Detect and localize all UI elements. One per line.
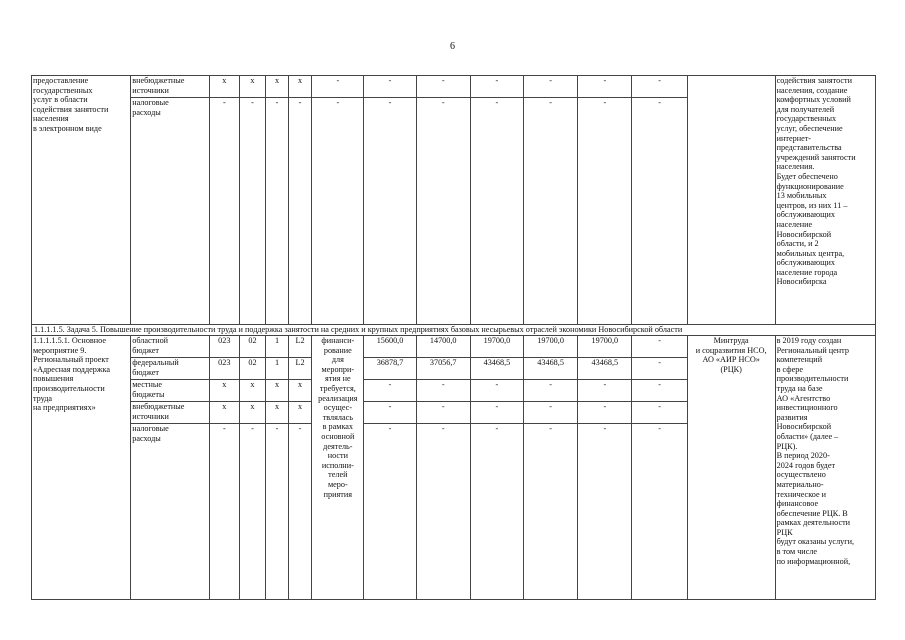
code-cell: L2 [288,358,312,380]
text-line: Региональный центр [776,345,849,355]
text-line: области, и 2 [776,239,819,249]
text-line: Новосибирска [776,277,827,287]
funding-source-cell [131,76,210,98]
code-cell: - [209,424,239,600]
text-line: реализация [318,393,358,403]
text-line: труда [33,393,53,403]
value-cell: - [578,76,632,98]
text-line: услуг в области [33,95,88,105]
code-cell: x [239,402,266,424]
result-cell [775,336,875,600]
value-cell: - [416,76,470,98]
text-line: финансовое [776,499,819,509]
text-line: производительности [33,383,105,393]
text-line: повышения [33,374,74,384]
text-line: налоговые [132,98,169,108]
text-line: обеспечение РЦК. В [776,508,848,518]
code-cell: x [288,380,312,402]
value-cell: 19700,0 [470,336,523,358]
code-cell: 1 [266,358,289,380]
code-cell: 023 [209,336,239,358]
text-line: осущес- [323,403,353,413]
text-line: рамках деятельности [776,518,851,528]
funding-source-cell [131,402,210,424]
text-line: рование [323,345,352,355]
program-table [31,75,876,600]
text-line: в том числе [776,547,818,557]
funding-source-cell [131,424,210,600]
table-row [32,76,876,98]
text-line: В период 2020- [776,451,830,461]
value-cell: - [578,424,632,600]
text-line: содействия занятости [33,104,109,114]
text-line: областной [132,336,169,345]
table-row [32,336,876,358]
text-line: мероприятие 9. [33,345,87,355]
code-cell: L2 [288,336,312,358]
funding-source-cell [131,336,210,358]
text-line: для получателей [776,104,835,114]
text-line: по информационной, [776,556,851,566]
text-line: источники [132,411,169,421]
value-cell: - [632,402,687,424]
text-line: в 2019 году создан [776,336,842,345]
value-cell: - [364,98,416,325]
text-line: внебюджетные [132,402,185,411]
text-line: источники [132,85,169,95]
result-cell [775,76,875,325]
text-line: (РЦК) [720,364,742,374]
text-line: обслуживающих [776,258,835,268]
text-line: осуществлено [776,470,826,480]
value-cell: - [470,402,523,424]
code-cell: x [239,380,266,402]
funding-source-cell [131,358,210,380]
code-cell: - [288,424,312,600]
code-cell: x [288,402,312,424]
text-line: населения, создание [776,85,848,95]
text-line: Будет обеспечено [776,171,838,181]
text-line: на предприятиях» [33,403,96,413]
text-line: бюджеты [132,389,165,399]
funding-source-cell [131,98,210,325]
code-cell: 023 [209,358,239,380]
value-cell: - [470,380,523,402]
text-line: содействия занятости [776,76,852,85]
value-cell: - [416,98,470,325]
executor-cell [687,76,775,325]
text-line: население [776,219,813,229]
value-cell: 19700,0 [578,336,632,358]
code-cell: x [266,380,289,402]
activity-name-cell [32,336,131,600]
text-line: материально- [776,479,824,489]
text-line: услуг, обеспечение [776,123,843,133]
value-cell: 36878,7 [364,358,416,380]
value-cell: 15600,0 [364,336,416,358]
value-cell: - [524,380,578,402]
value-cell: 43468,5 [470,358,523,380]
value-cell: - [470,424,523,600]
code-cell: - [288,98,312,325]
text-line: основной [321,431,355,441]
text-line: АО «АИР НСО» [702,355,760,365]
text-line: населения [33,114,69,124]
value-cell: - [578,98,632,325]
code-cell: - [266,424,289,600]
value-cell: - [578,380,632,402]
text-line: будут оказаны услуги, [776,537,855,547]
value-cell: - [632,358,687,380]
code-cell: 1 [266,336,289,358]
text-line: приятия [323,489,353,499]
text-line: АО «Агентство [776,393,831,403]
code-cell: - [239,98,266,325]
value-cell: - [470,98,523,325]
value-cell: 43468,5 [524,358,578,380]
task-title: 1.1.1.1.5. Задача 5. Повышение производительности труда и поддержка занятости на средних и крупных предприятиях базовых несырьевых отраслей экономики Новосибирской области [32,325,876,336]
text-line: налоговые [132,424,169,433]
text-line: меропри- [321,364,355,374]
value-cell: - [524,424,578,600]
text-line: развития [776,412,808,422]
text-line: РЦК). [776,441,798,451]
value-cell: - [416,380,470,402]
code-cell: x [209,380,239,402]
code-cell: 02 [239,358,266,380]
value-cell: - [632,76,687,98]
text-line: центров, из них 11 – [776,200,848,210]
financing-note-cell [312,336,364,600]
value-cell: - [470,76,523,98]
text-line: обслуживающих [776,210,835,220]
text-line: телей [328,470,348,480]
text-line: федеральный [132,358,179,367]
text-line: расходы [132,107,161,117]
text-line: твлялась [322,412,353,422]
text-line: ности [327,451,348,461]
text-line: государственных [33,85,93,95]
text-line: Новосибирской [776,229,832,239]
text-line: требуется, [319,383,356,393]
value-cell: - [364,380,416,402]
text-line: «Адресная поддержка [33,364,111,374]
text-line: государственных [776,114,837,124]
value-cell: - [524,76,578,98]
text-line: бюджет [132,367,160,377]
text-line: в электронном виде [33,123,102,133]
code-cell: x [288,76,312,98]
text-line: Новосибирской [776,422,832,432]
value-cell: - [632,98,687,325]
text-line: представительства [776,143,842,153]
value-cell: - [416,424,470,600]
text-line: финанси- [321,336,355,345]
value-cell: - [524,402,578,424]
activity-name-cell [32,76,131,325]
text-line: инвестиционного [776,403,838,413]
text-line: комфортных условий [776,95,851,105]
text-line: 2024 годов будет [776,460,836,470]
text-line: Региональный проект [33,355,109,365]
text-line: 13 мобильных [776,191,827,201]
code-cell: x [266,402,289,424]
code-cell: x [209,76,239,98]
text-line: мобильных центра, [776,248,845,258]
code-cell: - [266,98,289,325]
code-cell: x [239,76,266,98]
text-line: области» (далее – [776,431,839,441]
text-line: и соцразвития НСО, [695,345,767,355]
text-line: деятель- [323,441,353,451]
text-line: расходы [132,433,161,443]
text-line: для [331,355,344,365]
text-line: РЦК [776,527,793,537]
text-line: интернет- [776,133,812,143]
task-row [32,325,876,336]
value-cell: 43468,5 [578,358,632,380]
value-cell: - [312,76,364,98]
text-line: исполни- [321,460,354,470]
text-line: внебюджетные [132,76,185,85]
value-cell: - [312,98,364,325]
value-cell: 19700,0 [524,336,578,358]
text-line: населения. [776,162,815,172]
text-line: в рамках [322,422,354,432]
code-cell: x [209,402,239,424]
text-line: производительности [776,374,849,384]
value-cell: - [416,402,470,424]
executor-cell [687,336,775,600]
text-line: компетенций [776,355,823,365]
value-cell: - [364,76,416,98]
text-line: функционирование [776,181,844,191]
value-cell: 14700,0 [416,336,470,358]
text-line: техническое и [776,489,827,499]
text-line: труда на базе [776,383,823,393]
value-cell: - [632,380,687,402]
value-cell: - [524,98,578,325]
text-line: предоставление [33,76,89,85]
text-line: в сфере [776,364,803,374]
funding-source-cell [131,380,210,402]
code-cell: 02 [239,336,266,358]
value-cell: - [364,402,416,424]
value-cell: - [578,402,632,424]
text-line: учреждений занятости [776,152,856,162]
value-cell: - [364,424,416,600]
text-line: ятия не [325,374,351,384]
value-cell: - [632,424,687,600]
code-cell: x [266,76,289,98]
page-number: 6 [450,41,455,52]
text-line: бюджет [132,345,160,355]
text-line: Минтруда [713,336,749,345]
code-cell: - [209,98,239,325]
value-cell: - [632,336,687,358]
text-line: местные [132,380,162,389]
code-cell: - [239,424,266,600]
text-line: меро- [327,479,348,489]
text-line: население города [776,267,838,277]
text-line: 1.1.1.1.5.1. Основное [33,336,106,345]
value-cell: 37056,7 [416,358,470,380]
